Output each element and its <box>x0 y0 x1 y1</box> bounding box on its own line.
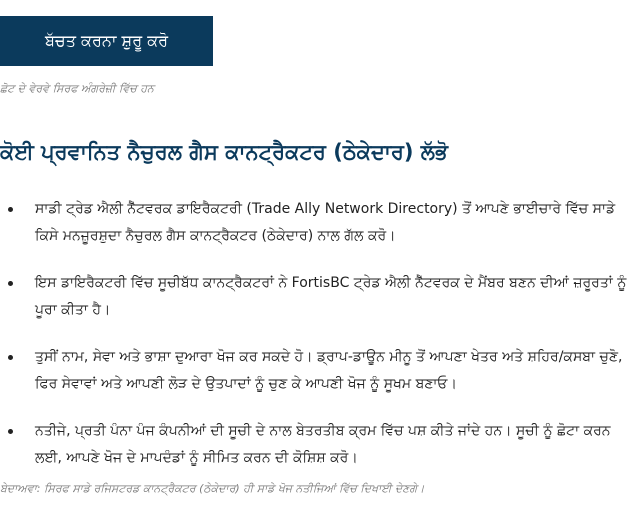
list-item-text: ਇਸ ਡਾਇਰੈਕਟਰੀ ਵਿੱਚ ਸੂਚੀਬੱਧ ਕਾਨਟ੍ਰੈਕਟਰਾਂ ਨੇ FortisBC ਟ੍ਰੇਡ ਐਲੀ ਨੈੱਟਵਰਕ ਦੇ ਮੈਂਬਰ ਬਣਨ ਦੀਆਂ ਜ਼ਰੂਰਤਾਂ ਨੂੰ ਪੂਰਾ ਕੀਤਾ ਹੈ। <box>35 275 627 318</box>
list-item <box>0 196 635 250</box>
list-item <box>0 418 635 472</box>
list-item-text: ਨਤੀਜੇ, ਪ੍ਰਤੀ ਪੰਨਾ ਪੰਜ ਕੰਪਨੀਆਂ ਦੀ ਸੂਚੀ ਦੇ ਨਾਲ ਬੇਤਰਤੀਬ ਕ੍ਰਮ ਵਿੱਚ ਪਸ਼ ਕੀਤੇ ਜਾਂਦੇ ਹਨ। ਸੂਚੀ ਨੂੰ ਛੋਟਾ ਕਰਨ ਲਈ, ਆਪਣੇ ਖੋਜ ਦੇ ਮਾਪਦੰਡਾਂ ਨੂੰ ਸੀਮਿਤ ਕਰਨ ਦੀ ਕੋਸ਼ਿਸ਼ ਕਰੋ। <box>35 423 611 466</box>
list-item-text: ਤੁਸੀਂ ਨਾਮ, ਸੇਵਾ ਅਤੇ ਭਾਸ਼ਾ ਦੁਆਰਾ ਖੋਜ ਕਰ ਸਕਦੇ ਹੋ। ਡ੍ਰਾਪ-ਡਾਊਨ ਮੀਨੂ ਤੋਂ ਆਪਣਾ ਖੇਤਰ ਅਤੇ ਸ਼ਹਿਰ/ਕਸਬਾ ਚੁਣੋ, ਫਿਰ ਸੇਵਾਵਾਂ ਅਤੇ ਆਪਣੀ ਲੋੜ ਦੇ ਉਤਪਾਦਾਂ ਨੂੰ ਚੁਣ ਕੇ ਆਪਣੀ ਖੋਜ ਨੂੰ ਸੂਖਮ ਬਣਾਓ। <box>35 349 623 392</box>
rebate-language-note: ਛੋਟ ਦੇ ਵੇਰਵੇ ਸਿਰਫ ਅੰਗਰੇਜ਼ੀ ਵਿੱਚ ਹਨ <box>0 82 154 95</box>
bullet-icon <box>8 281 13 286</box>
info-list <box>0 196 635 492</box>
list-item-text: ਸਾਡੀ ਟ੍ਰੇਡ ਐਲੀ ਨੈੱਟਵਰਕ ਡਾਇਰੈਕਟਰੀ (Trade Ally Network Directory) ਤੋਂ ਆਪਣੇ ਭਾਈਚਾਰੇ ਵਿੱਚ ਸਾਡੇ ਕਿਸੇ ਮਨਜ਼ੂਰਸ਼ੁਦਾ ਨੈਚੁਰਲ ਗੈਸ ਕਾਨਟ੍ਰੈਕਟਰ (ਠੇਕੇਦਾਰ) ਨਾਲ ਗੱਲ ਕਰੋ। <box>35 201 616 244</box>
bullet-icon <box>8 207 13 212</box>
list-item <box>0 270 635 324</box>
bullet-icon <box>8 355 13 360</box>
bullet-icon <box>8 429 13 434</box>
start-saving-button[interactable]: ਬੱਚਤ ਕਰਨਾ ਸ਼ੁਰੂ ਕਰੋ <box>0 16 213 66</box>
list-item <box>0 344 635 398</box>
page-title: ਕੋਈ ਪ੍ਰਵਾਨਿਤ ਨੈਚੁਰਲ ਗੈਸ ਕਾਨਟ੍ਰੈਕਟਰ (ਠੇਕੇਦਾਰ) ਲੱਭੋ <box>0 140 448 164</box>
disclaimer-text: ਬੇਦਾਅਵਾ: ਸਿਰਫ ਸਾਡੇ ਰਜਿਸਟਰਡ ਕਾਨਟ੍ਰੈਕਟਰ (ਠੇਕੇਦਾਰ) ਹੀ ਸਾਡੇ ਖੋਜ ਨਤੀਜਿਆਂ ਵਿੱਚ ਦਿਖਾਈ ਦੇਣਗੇ। <box>0 482 425 495</box>
